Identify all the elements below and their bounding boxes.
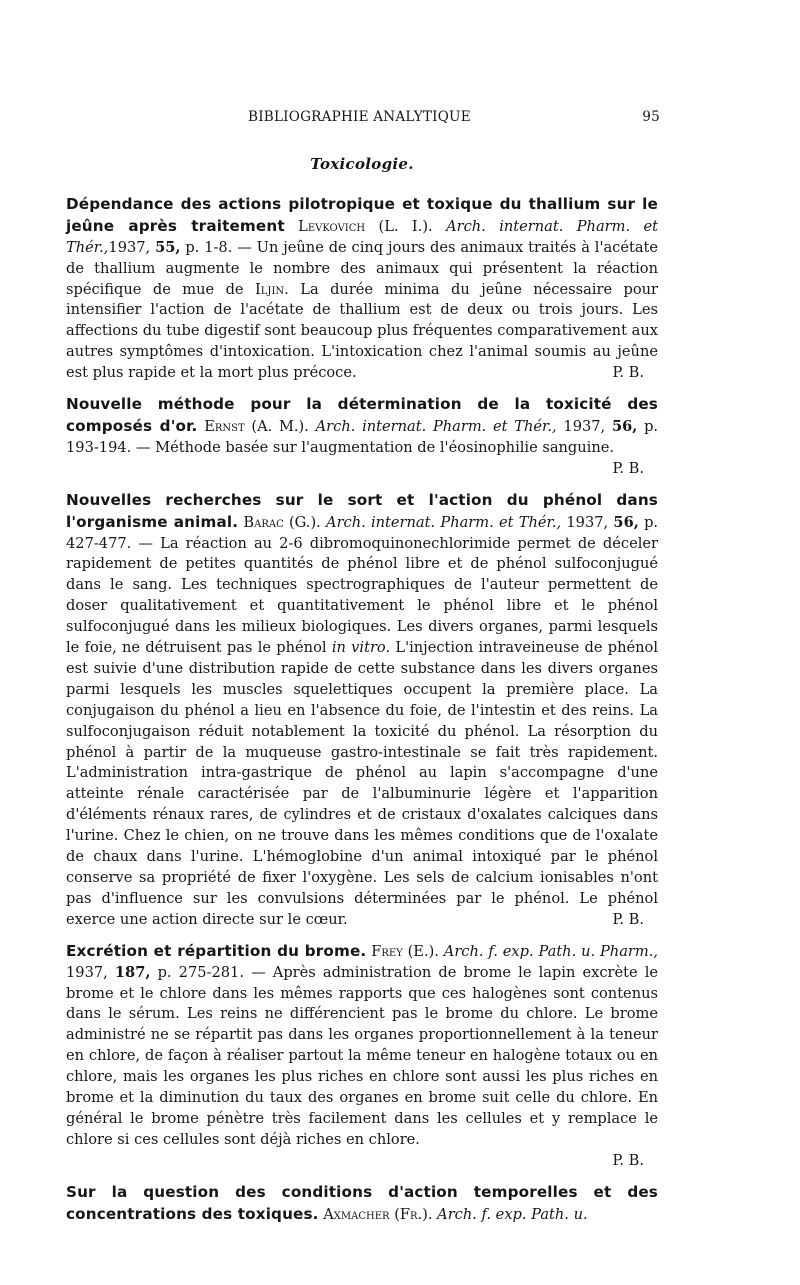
entry-volume: 56, xyxy=(611,417,638,435)
running-header xyxy=(66,107,658,127)
entry-year: 1937, xyxy=(563,417,606,435)
entry-cited-author: Iljin. xyxy=(255,280,289,298)
entry-author: Axmacher (Fr.). xyxy=(323,1205,433,1223)
entry-abstract: Un jeûne de cinq jours des animaux traités à l'acétate de thallium augmente le nombre des animaux qui présentent la réaction spécifique de mue de xyxy=(66,238,659,298)
entry-abstract-cont: L'injection intraveineuse de phénol est suivie d'une distribution rapide de cette substance dans les divers organes parmi lesquels les muscles squelettiques occupent la première place. La conjugaison du phénol a lieu en l'absence du foie, de l'intestin et des reins. La sulfoconjugaison réduit notablement la toxicité du phénol. La résorption du phénol à partir de la muqueuse gastro-intestinale se fait très rapidement. L'administration intra-gastrique de phénol au lapin s'accompagne d'une atteinte rénale caractérisée par de l'albuminurie légère et l'apparition d'éléments rénaux rares, de cylindres et de cristaux d'oxalates calciques dans l'urine. Chez le chien, on ne trouve dans les mêmes conditions que de l'oxalate de chaux dans l'urine. L'hémoglobine d'un animal intoxiqué par le phénol conserve sa propriété de fixer l'oxygène. Les sels de calcium ionisables n'ont pas d'influence sur les convulsions déterminées par le phénol. Le phénol exerce une action directe sur le cœur. xyxy=(66,639,659,928)
entry-title: Sur la question des conditions d'action temporelles et des concentrations des toxiques. xyxy=(66,1182,658,1223)
section-heading: Toxicologie. xyxy=(310,155,414,173)
entry-abstract: Après administration de brome le lapin excrète le brome et le chlore dans les mêmes rapports que ces halogènes sont contenus dans le sérum. Les reins ne différencient pas le brome du chlore. Le brome administré ne se répartit pas dans les organes proportionnellement à la teneur en chlore, de façon à réaliser partout la même teneur en halogène totaux ou en chlore, mais les organes les plus riches en chlore sont aussi les plus riches en brome et la diminution du taux des organes en brome suit celle du chlore. En général le brome pénètre très facilement dans les cellules et y remplace le chlore si ces cellules sont déjà riches en chlore. xyxy=(66,963,659,1148)
entry-abstract: Méthode basée sur l'augmentation de l'éosinophilie sanguine. xyxy=(155,438,615,456)
page-number: 95 xyxy=(642,109,660,125)
entry-signature: P. B. xyxy=(612,364,644,382)
entry-author: Ernst (A. M.). xyxy=(204,417,309,435)
bibliography-entry xyxy=(66,490,658,931)
entry-journal: Arch. f. exp. Path. u. Pharm., xyxy=(443,942,658,960)
bibliography-entry xyxy=(66,194,658,384)
entry-title: Nouvelle méthode pour la détermination de la toxicité des composés d'or. xyxy=(66,395,658,435)
entry-signature: P. B. xyxy=(612,459,644,477)
entry-title: Excrétion et répartition du brome. xyxy=(66,941,367,960)
entry-year: 1937, xyxy=(66,963,108,981)
entry-title: Nouvelles recherches sur le sort et l'action du phénol dans l'organisme animal. xyxy=(66,490,658,531)
entry-volume: 187, xyxy=(114,963,151,981)
bibliography-entry xyxy=(66,394,658,480)
entry-abstract-cont: La durée minima du jeûne nécessaire pour intensifier l'action de l'acétate de thallium est de deux ou trois jours. Les affections du tube digestif sont beaucoup plus fréquentes comparativement aux autres symptômes d'intoxication. L'intoxication chez l'animal soumis au jeûne est plus rapide et la mort plus précoce. xyxy=(66,280,659,382)
entry-year: 1937, xyxy=(108,238,151,256)
bibliography-entry xyxy=(66,1182,658,1226)
entry-author: Levkovich (L. I.). xyxy=(298,217,433,235)
entry-pages: p. 1-8. — xyxy=(185,238,252,256)
entry-signature: P. B. xyxy=(612,910,644,928)
bibliography-entry xyxy=(66,941,658,1172)
entry-author: Frey (E.). xyxy=(371,942,439,960)
entry-pages: p. 275-281. — xyxy=(157,963,266,981)
entry-journal: Arch. internat. Pharm. et Thér., xyxy=(315,417,557,435)
entry-pages: p. 193-194. — xyxy=(66,417,659,456)
entry-pages: p. 427-477. — xyxy=(66,513,659,552)
entry-signature: P. B. xyxy=(612,1151,644,1169)
entry-title: Dépendance des actions pilotropique et toxique du thallium sur le jeûne après traitement xyxy=(66,194,658,235)
running-title: BIBLIOGRAPHIE ANALYTIQUE xyxy=(248,109,471,125)
entry-italic-term: in vitro. xyxy=(331,639,391,657)
entry-volume: 55, xyxy=(155,238,181,256)
page xyxy=(66,0,658,1226)
entry-year: 1937, xyxy=(566,513,609,531)
entry-volume: 56, xyxy=(613,513,639,531)
entry-abstract: La réaction au 2-6 dibromoquinonechlorimide permet de déceler rapidement de petites quantités de phénol libre et de phénol sulfoconjugué dans le sang. Les techniques spectrographiques de l'auteur permettent de doser qualitativement et quantitativement le phénol libre et le phénol sulfoconjugué dans les milieux biologiques. Les divers organes, parmi lesquels le foie, ne détruisent pas le phénol xyxy=(66,534,658,657)
entry-journal: Arch. f. exp. Path. u. xyxy=(437,1205,588,1223)
entry-journal: Arch. internat. Pharm. et Thér., xyxy=(66,217,659,256)
entry-author: Barac (G.). xyxy=(243,513,321,531)
entry-journal: Arch. internat. Pharm. et Thér., xyxy=(326,513,562,531)
